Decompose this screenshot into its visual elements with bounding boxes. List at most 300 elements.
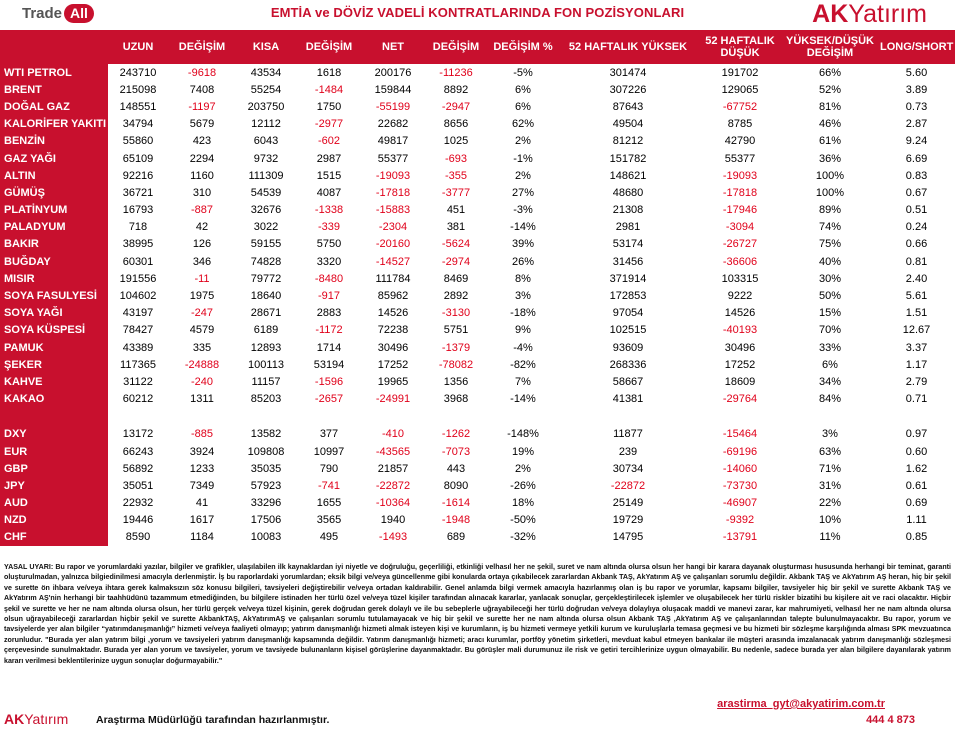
table-cell: 2892 [443, 290, 469, 303]
table-row [0, 236, 955, 253]
table-header-row [0, 30, 955, 64]
table-cell: 38995 [122, 238, 154, 251]
table-cell: 17252 [377, 358, 409, 371]
table-cell: 8892 [443, 83, 469, 96]
table-cell: 1618 [316, 66, 342, 79]
column-header: LONG/SHORT [878, 30, 955, 64]
row-label: CHF [0, 529, 108, 546]
table-cell: 1515 [316, 169, 342, 182]
table-cell: -17946 [722, 204, 758, 217]
table-cell: -43565 [375, 445, 411, 458]
table-cell: -32% [510, 531, 536, 544]
table-cell: 17506 [250, 514, 282, 527]
table-cell: 57923 [250, 479, 282, 492]
positions-table [0, 30, 955, 546]
table-cell: 346 [192, 255, 212, 268]
table-cell: 12112 [251, 118, 281, 131]
table-cell: 2987 [316, 152, 342, 165]
table-cell: -741 [317, 479, 341, 492]
table-cell: 5679 [189, 118, 215, 131]
table-cell: 423 [192, 135, 212, 148]
table-row [0, 322, 955, 339]
table-cell: 8% [515, 272, 531, 285]
row-label: KAKAO [0, 391, 108, 408]
table-cell: -1197 [188, 100, 216, 113]
column-header: 52 HAFTALIK YÜKSEK [558, 30, 698, 64]
table-cell: -26727 [722, 238, 758, 251]
table-cell: 104602 [119, 290, 157, 303]
table-cell: -2977 [314, 118, 344, 131]
table-cell: 55377 [724, 152, 756, 165]
row-label: DXY [0, 426, 108, 443]
table-cell: -18% [510, 307, 536, 320]
table-cell: 3320 [316, 255, 342, 268]
table-cell: 13582 [250, 428, 282, 441]
table-cell: 15% [818, 307, 842, 320]
table-cell: 60301 [122, 255, 154, 268]
table-cell: 39% [511, 238, 535, 251]
table-cell: -17818 [375, 186, 411, 199]
table-cell: 310 [192, 186, 212, 199]
table-body [0, 64, 955, 546]
column-header: DEĞİŞİM [296, 30, 362, 64]
tradeall-logo-text: Trade [22, 4, 63, 22]
table-cell: 92216 [122, 169, 154, 182]
table-cell: -410 [381, 428, 405, 441]
table-cell: 52% [818, 83, 842, 96]
table-cell: 239 [618, 445, 638, 458]
table-cell: 0.61 [905, 479, 928, 492]
table-cell: 26% [511, 255, 535, 268]
table-cell: 55860 [122, 135, 154, 148]
table-cell: 3% [822, 428, 838, 441]
table-cell: 49504 [612, 118, 644, 131]
tradeall-logo-badge: All [64, 4, 94, 23]
document-title: EMTİA ve DÖVİZ VADELİ KONTRATLARINDA FON POZİSYONLARI [270, 5, 685, 20]
table-cell: 100% [815, 169, 845, 182]
table-cell: 5.61 [905, 290, 928, 303]
table-cell: -1% [513, 152, 533, 165]
table-cell: 14526 [724, 307, 756, 320]
footer-logo-yatirim: Yatırım [24, 711, 69, 727]
row-label: KALORİFER YAKITI [0, 116, 108, 133]
akyatirim-logo-yatirim: Yatırım [848, 0, 927, 28]
table-cell: -10364 [375, 497, 411, 510]
column-header: DEĞİŞİM [424, 30, 488, 64]
table-cell: 203750 [247, 100, 285, 113]
table-cell: 55254 [250, 83, 282, 96]
table-cell: 0.81 [905, 255, 928, 268]
table-cell: -240 [190, 375, 214, 388]
table-cell: 151782 [609, 152, 647, 165]
table-cell: 1.11 [906, 514, 927, 527]
table-cell: 2.87 [905, 118, 928, 131]
table-cell: 2.40 [905, 272, 928, 285]
table-row [0, 477, 955, 494]
row-label: GÜMÜŞ [0, 184, 108, 201]
spacer-cell [488, 408, 558, 426]
table-cell: 63% [818, 445, 842, 458]
table-cell: -40193 [722, 324, 758, 337]
table-cell: 85962 [377, 290, 409, 303]
table-cell: 2% [515, 135, 531, 148]
table-cell: 126 [192, 238, 212, 251]
row-label: ŞEKER [0, 356, 108, 373]
table-cell: -19093 [722, 169, 758, 182]
table-cell: 0.69 [905, 497, 928, 510]
table-cell: 689 [446, 531, 466, 544]
table-cell: -3777 [441, 186, 471, 199]
table-cell: 5750 [316, 238, 342, 251]
table-cell: -24888 [184, 358, 220, 371]
table-cell: 3565 [316, 514, 342, 527]
table-cell: -17818 [722, 186, 758, 199]
spacer-cell [296, 408, 362, 426]
table-cell: 7408 [189, 83, 215, 96]
table-cell: -1172 [315, 324, 343, 337]
table-cell: 443 [446, 462, 466, 475]
table-cell: 6189 [253, 324, 279, 337]
spacer-cell [108, 408, 168, 426]
table-cell: 9.24 [905, 135, 928, 148]
table-cell: 75% [818, 238, 842, 251]
table-cell: 49817 [377, 135, 409, 148]
table-cell: -2974 [441, 255, 471, 268]
table-cell: 28671 [250, 307, 282, 320]
table-cell: -15883 [375, 204, 411, 217]
table-cell: -1262 [441, 428, 471, 441]
table-cell: 200176 [374, 66, 412, 79]
table-cell: 0.60 [905, 445, 928, 458]
table-cell: 48680 [612, 186, 644, 199]
table-cell: -73730 [722, 479, 758, 492]
table-cell: 81212 [612, 135, 644, 148]
table-cell: 8090 [443, 479, 469, 492]
table-cell: -917 [317, 290, 341, 303]
table-row [0, 287, 955, 304]
table-cell: 5.60 [905, 66, 928, 79]
table-cell: 0.67 [905, 186, 928, 199]
column-header: UZUN [108, 30, 168, 64]
table-cell: 111309 [248, 169, 284, 182]
table-cell: 62% [511, 118, 535, 131]
table-row [0, 184, 955, 201]
column-header: DEĞİŞİM [168, 30, 236, 64]
column-header: 52 HAFTALIK DÜŞÜK [698, 30, 782, 64]
table-row [0, 373, 955, 390]
table-cell: 93609 [612, 341, 644, 354]
table-cell: 43534 [250, 66, 282, 79]
table-cell: 3.37 [905, 341, 928, 354]
section-spacer-row [0, 408, 955, 426]
table-row [0, 202, 955, 219]
table-cell: 103315 [721, 272, 759, 285]
table-cell: -36606 [722, 255, 758, 268]
table-cell: 41 [195, 497, 209, 510]
table-row [0, 64, 955, 81]
table-cell: 60212 [122, 393, 154, 406]
table-cell: -885 [190, 428, 214, 441]
row-label: AUD [0, 495, 108, 512]
table-cell: -22872 [375, 479, 411, 492]
table-cell: -2304 [378, 221, 408, 234]
table-row [0, 167, 955, 184]
table-cell: 495 [319, 531, 339, 544]
table-cell: 33296 [250, 497, 282, 510]
row-label: DOĞAL GAZ [0, 98, 108, 115]
table-cell: 21857 [377, 462, 409, 475]
table-cell: 2% [515, 462, 531, 475]
table-cell: 13172 [122, 428, 154, 441]
column-header: KISA [236, 30, 296, 64]
table-cell: 31% [818, 479, 842, 492]
table-cell: 9732 [253, 152, 279, 165]
table-cell: 74% [818, 221, 842, 234]
table-cell: 2% [515, 169, 531, 182]
table-cell: 87643 [612, 100, 644, 113]
table-cell: 9222 [727, 290, 753, 303]
row-label: PLATİNYUM [0, 202, 108, 219]
table-row [0, 512, 955, 529]
table-cell: -82% [510, 358, 536, 371]
table-cell: 53174 [612, 238, 644, 251]
table-cell: 100% [815, 186, 845, 199]
table-cell: 148551 [119, 100, 157, 113]
table-cell: 35051 [122, 479, 154, 492]
table-cell: 22932 [122, 497, 154, 510]
table-cell: 42790 [724, 135, 756, 148]
table-cell: 34794 [122, 118, 154, 131]
table-cell: 65109 [122, 152, 154, 165]
row-label: GBP [0, 460, 108, 477]
table-cell: 36721 [122, 186, 154, 199]
table-cell: 14795 [612, 531, 644, 544]
table-cell: 55377 [377, 152, 409, 165]
row-label: JPY [0, 477, 108, 494]
spacer-label-cell [0, 408, 108, 426]
table-cell: 301474 [609, 66, 647, 79]
table-cell: 12893 [250, 341, 282, 354]
table-cell: -55199 [375, 100, 411, 113]
table-cell: 7% [515, 375, 531, 388]
table-cell: 42 [195, 221, 209, 234]
table-cell: 53194 [313, 358, 345, 371]
table-cell: 46% [818, 118, 842, 131]
row-label: GAZ YAĞI [0, 150, 108, 167]
table-cell: 17252 [724, 358, 756, 371]
row-label: MISIR [0, 270, 108, 287]
row-label: NZD [0, 512, 108, 529]
table-cell: 11% [819, 531, 841, 544]
table-cell: 6.69 [905, 152, 928, 165]
table-cell: 36% [818, 152, 842, 165]
positions-table-container [0, 30, 955, 546]
table-cell: 18609 [724, 375, 756, 388]
table-cell: -1596 [314, 375, 344, 388]
table-cell: 0.71 [905, 393, 928, 406]
row-label: BUĞDAY [0, 253, 108, 270]
table-cell: 84% [818, 393, 842, 406]
table-cell: 79772 [250, 272, 282, 285]
table-cell: 34% [818, 375, 842, 388]
table-row [0, 133, 955, 150]
table-cell: -14% [510, 393, 536, 406]
table-cell: 371914 [609, 272, 647, 285]
table-cell: 11157 [251, 375, 281, 388]
table-cell: 100113 [248, 358, 284, 371]
row-label: SOYA YAĞI [0, 305, 108, 322]
table-cell: -3% [513, 204, 533, 217]
table-cell: 6043 [253, 135, 279, 148]
table-cell: 21308 [612, 204, 644, 217]
table-cell: -602 [317, 135, 341, 148]
table-cell: 0.66 [905, 238, 928, 251]
table-cell: 268336 [609, 358, 647, 371]
table-cell: -67752 [722, 100, 758, 113]
table-cell: -339 [317, 221, 341, 234]
table-cell: 172853 [609, 290, 647, 303]
table-cell: 1940 [380, 514, 406, 527]
table-cell: -22872 [610, 479, 646, 492]
table-cell: 2883 [316, 307, 342, 320]
table-cell: -69196 [722, 445, 758, 458]
table-cell: 1714 [316, 341, 342, 354]
table-cell: -19093 [375, 169, 411, 182]
table-row [0, 253, 955, 270]
row-label: BENZİN [0, 133, 108, 150]
spacer-cell [782, 408, 878, 426]
table-cell: 0.24 [905, 221, 928, 234]
table-row [0, 460, 955, 477]
table-cell: -14527 [375, 255, 411, 268]
table-cell: 41381 [612, 393, 644, 406]
table-row [0, 219, 955, 236]
table-cell: -2657 [314, 393, 344, 406]
table-cell: -46907 [722, 497, 758, 510]
row-label: WTI PETROL [0, 64, 108, 81]
table-cell: -29764 [722, 393, 758, 406]
row-label: ALTIN [0, 167, 108, 184]
table-row [0, 98, 955, 115]
table-cell: 159844 [374, 83, 412, 96]
table-cell: 9% [515, 324, 531, 337]
table-cell: 335 [192, 341, 212, 354]
table-cell: 10% [818, 514, 842, 527]
table-cell: 215098 [119, 83, 157, 96]
table-cell: 71% [818, 462, 842, 475]
table-cell: 66243 [122, 445, 154, 458]
row-label: SOYA KÜSPESİ [0, 322, 108, 339]
table-cell: 74828 [250, 255, 282, 268]
table-cell: 1655 [316, 497, 342, 510]
table-cell: -1484 [314, 83, 344, 96]
table-cell: -1948 [441, 514, 471, 527]
table-cell: 307226 [609, 83, 647, 96]
table-cell: -78082 [438, 358, 474, 371]
table-row [0, 356, 955, 373]
legal-disclaimer: YASAL UYARI: Bu rapor ve yorumlardaki yazılar, bilgiler ve grafikler, ulaşılabilen ilk kaynaklardan iyi niyetle ve doğruluğu, geçerliliği, etkinliği velhasıl her ne şekil, suret ve nam altında olursa olsun her hangi bir karara dayanak oluşturması hususunda herhangi bir teminat, garanti oluşturulmadan, yalnızca bilgiedinilmesi amacıyla derlenmiştir. İş bu raporlardaki yorumlardan; eksik bilgi ve/veya güncellenme gibi konularda ortaya çıkabilecek zararlardan Akbank TAŞ, AkYatırım AŞ ve çalışanları sorumlu değildir. Akbank TAŞ ve AkYatırım AŞ heran, hiç bir şekil ve surette ön ihbara ve/veya ihtara gerek kalmaksızın söz konusu bilgileri, tavsiyeleri değiştirebilir ve/veya ortadan kaldırabilir. Genel anlamda bilgi vermek amacıyla hazırlanmış olan iş bu rapor ve yorumlar, kapsamı bilgiler, tavsiyeler hiç bir şekil ve surette Akbank TAŞ ve AkYatırım AŞ'nin herhangi bir taahhüdünü tazammum etmediğinden, bu bilgilere istinaden her türlü özel ve/veya tüzel kişiler tarafından alınacak kararlar, yanlacak sonuçlar, gerçekleştirilecek işlemler ve oluşabilecek her türlü riskler bizatihi bu kişilere ait ve raci olacaktır. Hiçbir şekil ve surette ve her ne nam altında olursa olsun, her türlü gerçek ve/veya tüzel kişinin, gerek doğrudan gerek dolaylı ve ile bu sebeplerle uğrayabileceği her türlü doğrudan ve/veya dolaylıya oluşacak maddi ve manevi zarar, kar mahrumiyeti, velhasıl her ne nam altında olursa olsun uğrayabileceği zararlardan hiçbir şekil ve surette AkbankTAŞ, AkYatırımAŞ ve çalışanları sorumlu tutulamayacak ve hiç bir şekil ve surette her ne nam altında olursa olsun Akbank TAŞ ,AkYatırım AŞ ve çalışanlarından talepte bulunulmayacaktır. Bu rapor, yorum ve tavsiyelerde yer alan bilgiler “yatırımdanışmanlığı” hizmeti ve/veya faaliyeti olmayıp; yatırım danışmanlığı hizmeti almak isteyen kişi ve kurumların, iş bu hizmeti vermeye yetkili kurum ve kuruluşlarla temasa geçmesi ve bu hizmeti bir sözleşme karşılığında alması SPK mevzuatınca zorunludur. "Burada yer alan yatırım bilgi ,yorum ve tavsiyeleri yatırım danışmanlığı kapsamında değildir. Yatırım danışmanlığı hizmeti; aracı kurumlar, portföy yönetim şirketleri, mevduat kabul etmeyen bankalar ile müşteri arasında imzalanacak yatırım danışmanlığı sözleşmesi çerçevesinde sunulmaktadır. Burada yer alan yorum ve tavsiyeler, yorum ve tavsiyede bulunanların kişisel görüşlerine dayanmaktadır. Bu görüşler mali durumunuz ile risk ve getiri tercihlerinize uygun olmayabilir. Bu nedenle, sadece burada yer alan bilgilere dayanılarak yatırım kararı verilmesi beklentilerinize uygun sonuçlar doğurmayabilir." [4, 563, 951, 665]
table-cell: -9618 [187, 66, 217, 79]
table-cell: -24991 [375, 393, 411, 406]
table-cell: 3968 [443, 393, 469, 406]
footer-akyatirim-logo [4, 711, 68, 727]
table-cell: 19% [511, 445, 535, 458]
table-cell: 129065 [721, 83, 759, 96]
row-label: BRENT [0, 81, 108, 98]
table-cell: -2947 [441, 100, 471, 113]
table-cell: 22682 [377, 118, 409, 131]
table-cell: 56892 [122, 462, 154, 475]
table-cell: 12.67 [902, 324, 931, 337]
table-cell: 8785 [727, 118, 753, 131]
table-cell: 148621 [609, 169, 647, 182]
table-cell: 243710 [119, 66, 157, 79]
table-cell: 3924 [189, 445, 215, 458]
row-label: KAHVE [0, 373, 108, 390]
table-cell: -148% [507, 428, 539, 441]
table-cell: 35035 [250, 462, 282, 475]
table-cell: 3% [515, 290, 531, 303]
row-label: BAKIR [0, 236, 108, 253]
table-cell: -1379 [441, 341, 471, 354]
table-cell: -5624 [441, 238, 471, 251]
table-cell: -1493 [378, 531, 408, 544]
table-cell: 81% [818, 100, 842, 113]
table-cell: -15464 [722, 428, 758, 441]
table-cell: 6% [515, 100, 531, 113]
table-cell: 31456 [612, 255, 644, 268]
table-cell: 72238 [377, 324, 409, 337]
table-cell: 3.89 [905, 83, 928, 96]
table-cell: 19965 [377, 375, 409, 388]
prepared-by-text: Araştırma Müdürlüğü tarafından hazırlanmıştır. [96, 714, 330, 726]
table-cell: 1.62 [905, 462, 928, 475]
table-cell: 111784 [375, 272, 411, 285]
column-header-name [0, 30, 108, 64]
spacer-cell [236, 408, 296, 426]
table-cell: -355 [444, 169, 468, 182]
table-cell: -11236 [439, 66, 473, 79]
table-cell: 790 [319, 462, 339, 475]
top-bar [0, 0, 955, 28]
table-row [0, 495, 955, 512]
research-email-link[interactable]: arastirma_gyt@akyatirim.com.tr [717, 698, 885, 710]
table-cell: 6% [822, 358, 838, 371]
table-cell: -11 [194, 272, 210, 285]
table-cell: 191556 [119, 272, 157, 285]
table-cell: 381 [446, 221, 466, 234]
table-cell: -247 [190, 307, 214, 320]
table-cell: -1614 [441, 497, 471, 510]
table-cell: 1311 [190, 393, 214, 406]
table-cell: 33% [818, 341, 842, 354]
table-cell: 0.83 [905, 169, 928, 182]
table-cell: -13791 [722, 531, 758, 544]
table-cell: 191702 [721, 66, 759, 79]
row-label: SOYA FASULYESİ [0, 287, 108, 304]
table-cell: 30734 [612, 462, 644, 475]
table-cell: 7349 [189, 479, 215, 492]
column-header: NET [362, 30, 424, 64]
table-cell: 10997 [313, 445, 345, 458]
table-cell: 0.73 [905, 100, 928, 113]
table-cell: 22% [818, 497, 842, 510]
table-cell: 59155 [250, 238, 282, 251]
table-cell: 32676 [250, 204, 282, 217]
table-cell: 58667 [612, 375, 644, 388]
table-cell: -1338 [314, 204, 344, 217]
table-cell: -8480 [314, 272, 344, 285]
